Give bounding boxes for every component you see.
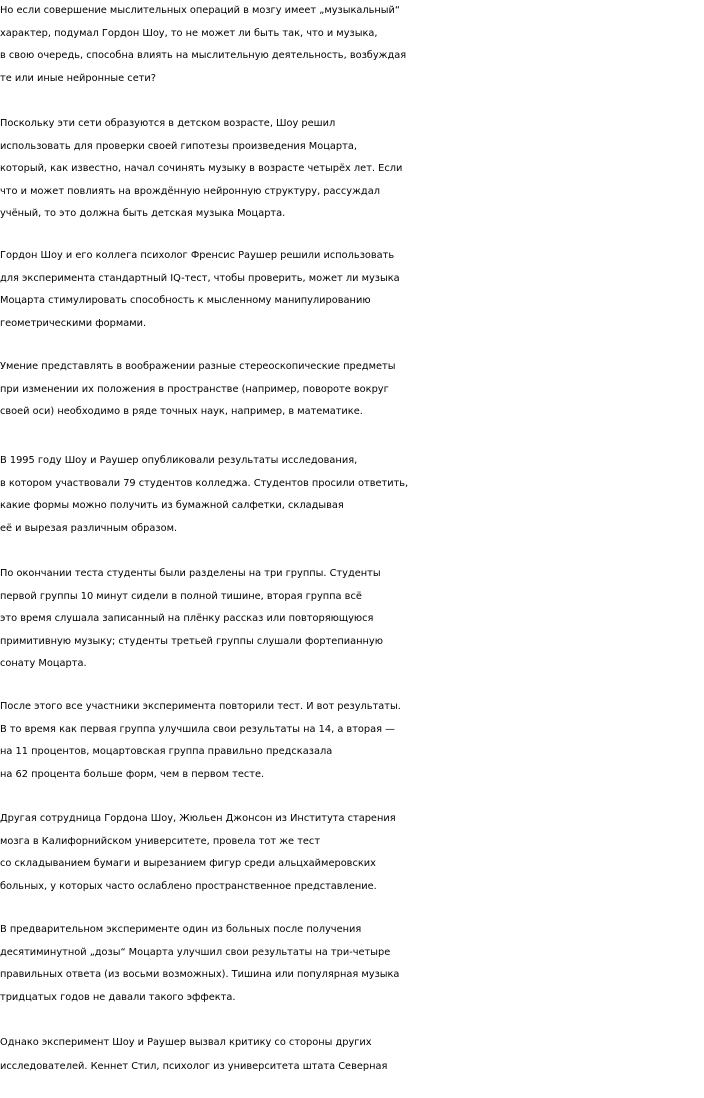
text-line: её и вырезая различным образом.	[0, 522, 178, 534]
paragraph	[0, 696, 704, 786]
paragraph	[0, 919, 704, 1009]
text-line: при изменении их положения в пространстве (например, повороте вокруг	[0, 383, 389, 395]
paragraph	[0, 0, 704, 90]
text-line: первой группы 10 минут сидели в полной тишине, вторая группа всё	[0, 590, 362, 602]
text-line: Но если совершение мыслительных операций в мозгу имеет „музыкальный“	[0, 5, 400, 16]
text-line: В 1995 году Шоу и Раушер опубликовали результаты исследования,	[0, 455, 358, 466]
paragraph	[0, 356, 704, 424]
text-line: какие формы можно получить из бумажной салфетки, складывая	[0, 500, 344, 511]
text-line: В то время как первая группа улучшила свои результаты на 14, а вторая —	[0, 723, 395, 735]
paragraph	[0, 563, 704, 676]
text-line: больных, у которых часто ослаблено пространственное представление.	[0, 880, 377, 892]
text-line: это время слушала записанный на плёнку рассказ или повторяющуюся	[0, 613, 374, 624]
text-line: Другая сотрудница Гордона Шоу, Жюльен Джонсон из Института старения	[0, 813, 396, 824]
text-line: геометрическими формами.	[0, 317, 147, 329]
text-line: мозга в Калифорнийском университете, провела тот же тест	[0, 835, 321, 847]
text-line: в котором участвовали 79 студентов колледжа. Студентов просили ответить,	[0, 477, 409, 489]
text-line: своей оси) необходимо в ряде точных наук, например, в математике.	[0, 406, 363, 417]
text-line: После этого все участники эксперимента повторили тест. И вот результаты.	[0, 701, 401, 712]
text-line: правильных ответа (из восьми возможных). Тишина или популярная музыка	[0, 969, 400, 980]
text-line: что и может повлиять на врождённую нейронную структуру, рассуждал	[0, 185, 380, 197]
text-line: со складыванием бумаги и вырезанием фигур среди альцхаймеровских	[0, 858, 376, 869]
paragraph	[0, 1031, 704, 1079]
paragraph	[0, 450, 704, 540]
text-line: сонату Моцарта.	[0, 658, 87, 669]
text-line: исследователей. Кеннет Стил, психолог из университета штата Северная	[0, 1061, 388, 1072]
text-line: Моцарта стимулировать способность к мысленному манипулированию	[0, 295, 371, 306]
text-line: Умение представлять в воображении разные стереоскопические предметы	[0, 361, 396, 372]
text-line: В предварительном эксперименте один из больных после получения	[0, 924, 362, 935]
text-line: десятиминутной „дозы“ Моцарта улучшил свои результаты на три-четыре	[0, 946, 391, 958]
text-line: тридцатых годов не давали такого эффекта.	[0, 991, 236, 1003]
text-line: характер, подумал Гордон Шоу, то не может ли быть так, что и музыка,	[0, 27, 378, 39]
text-line: для эксперимента стандартный IQ-тест, чтобы проверить, может ли музыка	[0, 272, 400, 284]
text-line: те или иные нейронные сети?	[0, 72, 156, 84]
text-line: на 11 процентов, моцартовская группа правильно предсказала	[0, 746, 333, 757]
text-line: Однако эксперимент Шоу и Раушер вызвал критику со стороны других	[0, 1037, 372, 1048]
text-line: в свою очередь, способна влиять на мыслительную деятельность, возбуждая	[0, 50, 407, 61]
text-line: учёный, то это должна быть детская музыка Моцарта.	[0, 208, 286, 219]
paragraph	[0, 245, 704, 335]
text-line: на 62 процента больше форм, чем в первом тесте.	[0, 768, 265, 780]
text-line: Гордон Шоу и его коллега психолог Френсис Раушер решили использовать	[0, 250, 395, 261]
text-line: примитивную музыку; студенты третьей группы слушали фортепианную	[0, 635, 383, 647]
text-line: использовать для проверки своей гипотезы произведения Моцарта,	[0, 140, 357, 152]
text-line: По окончании теста студенты были разделены на три группы. Студенты	[0, 568, 381, 579]
text-line: Поскольку эти сети образуются в детском возрасте, Шоу решил	[0, 118, 336, 129]
paragraph	[0, 808, 704, 898]
text-line: который, как известно, начал сочинять музыку в возрасте четырёх лет. Если	[0, 163, 403, 174]
paragraph	[0, 113, 704, 226]
